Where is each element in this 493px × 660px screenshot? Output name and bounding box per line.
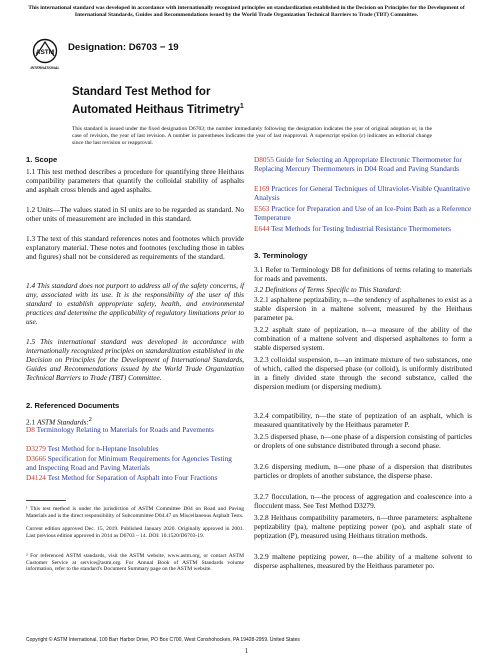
top-notice: This international standard was developed in accordance with internationally recognized principles on standardization established in the Decision on Principles for the Development of International Standards, Guides and Recommendations issued by the World Trade Organization Technical Barriers to Trade (TBT) Committee. [28, 5, 465, 18]
para-3-2-9: 3.2.9 maltene peptizing power, n—the ability of a maltene solvent to disperse asphaltenes, measured by the Heithaus parameter po. [254, 552, 472, 570]
footnote-2: ² For referenced ASTM standards, visit the ASTM website, www.astm.org, or contact ASTM Customer Service at service@astm.org. For Annual Book of ASTM Standards volume information, refer to the standard's Document Summary page on the ASTM website. [26, 553, 244, 573]
para-3-2-4: 3.2.4 compatibility, n—the state of peptization of an asphalt, which is measured quantitatively by the Heithaus parameter P. [254, 411, 472, 429]
para-3-2-8: 3.2.8 Heithaus compatibility parameters, n—three parameters: asphaltene peptizability (pa), maltene peptizing power (po), and asphalt state of peptization (P), measured using Heithaus titration methods. [254, 513, 472, 540]
ref-e563[interactable]: E563 Practice for Preparation and Use of an Ice-Point Bath as a Reference Temperature [254, 204, 472, 222]
ref-d3279[interactable]: D3279 Test Method for n-Heptane Insolubles [26, 444, 159, 453]
astm-logo-icon [30, 38, 60, 72]
para-1-4: 1.4 This standard does not purport to address all of the safety concerns, if any, associated with its use. It is the responsibility of the user of this standard to establish appropriate safety, health, and environmental practices and determine the applicability of regulatory limitations prior to use. [26, 281, 244, 326]
para-3-2-5: 3.2.5 dispersed phase, n—one phase of a dispersion consisting of particles or droplets of one substance distributed through a second phase. [254, 432, 472, 450]
title-footnote-marker: 1 [239, 102, 244, 110]
page-number: 1 [244, 647, 249, 655]
para-1-2: 1.2 Units—The values stated in SI units are to be regarded as standard. No other units of measurement are included in this standard. [26, 205, 244, 223]
ref-d8[interactable]: D8 Terminology Relating to Materials for Roads and Pavements [26, 425, 214, 434]
astm-standards-label: ASTM Standards: [36, 417, 89, 427]
section-referenced-documents-heading: 2. Referenced Documents [26, 401, 120, 410]
section-terminology-heading: 3. Terminology [254, 251, 308, 260]
para-2-1: 2.1 ASTM Standards:$^2$ [26, 417, 92, 427]
svg-text:ASTM: ASTM [35, 49, 55, 56]
para-3-2-7: 3.2.7 flocculation, n—the process of aggregation and coalescence into a flocculent mass. See Test Method D3279. [254, 492, 472, 510]
footnote-divider [26, 500, 66, 501]
para-1-3: 1.3 The text of this standard references notes and footnotes which provide explanatory material. These notes and footnotes (excluding those in tables and figures) shall not be considered as requirements of the standard. [26, 234, 244, 261]
ref-d4124[interactable]: D4124 Test Method for Separation of Asphalt into Four Fractions [26, 473, 218, 482]
footnote-1: ¹ This test method is under the jurisdiction of ASTM Committee D04 on Road and Paving Materials and is the direct responsibility of Subcommittee D04.47 on Miscellaneous Asphalt Tests. [26, 506, 244, 519]
footnote-1-edition: Current edition approved Dec. 15, 2019. Published January 2020. Originally approved in 2001. Last previous edition approved in 2014 as D6703 – 14. DOI: 10.1520/D6703-19. [26, 526, 244, 539]
para-3-2-2: 3.2.2 asphalt state of peptization, n—a measure of the ability of the combination of a maltene solvent and dispersed asphaltenes to form a stable dispersed system. [254, 325, 472, 352]
para-1-1: 1.1 This test method describes a procedure for quantifying three Heithaus compatibility parameters that quantify the colloidal stability of asphalts and asphalt cross blends and aged asphalts. [26, 167, 244, 194]
ref-d3666[interactable]: D3666 Specification for Minimum Requirements for Agencies Testing and Inspecting Road and Paving Materials [26, 454, 232, 472]
issued-note: This standard is issued under the fixed designation D6703; the number immediately following the designation indicates the year of original adoption or, in the case of revision, the year of last revision. A number in parentheses indicates the year of last reapproval. A superscript epsilon (ε) indicates an editorial change since the last revision or reapproval. [72, 126, 432, 146]
page-title [72, 86, 432, 117]
title-line-1: Standard Test Method for [72, 86, 211, 98]
para-3-1: 3.1 Refer to Terminology D8 for definitions of terms relating to materials for roads and pavements. [254, 265, 472, 283]
title-line-2: Automated Heithaus Titrimetry [72, 103, 240, 116]
logo-text: INTERNATIONAL [30, 66, 60, 70]
ref-d8055[interactable]: D8055 Guide for Selecting an Appropriate Electronic Thermometer for Replacing Mercury Thermometers in D04 Road and Paving Standards [254, 155, 462, 173]
designation: Designation: D6703 − 19 [68, 42, 179, 53]
para-3-2-6: 3.2.6 dispersing medium, n—one phase of a dispersion that distributes particles or droplets of another substance, the disperse phase. [254, 462, 472, 480]
copyright-footer: Copyright © ASTM International, 100 Barr Harbor Drive, PO Box C700, West Conshohocken, PA 19428-2959. United States [26, 637, 300, 643]
section-scope-heading: 1. Scope [26, 155, 58, 164]
para-1-5: 1.5 This international standard was developed in accordance with internationally recognized principles on standardization established in the Decision on Principles for the Development of International Standards, Guides and Recommendations issued by the World Trade Organization Technical Barriers to Trade (TBT) Committee. [26, 337, 244, 382]
para-3-2: 3.2 Definitions of Terms Specific to This Standard: [254, 285, 402, 294]
ref-e169[interactable]: E169 Practices for General Techniques of Ultraviolet-Visible Quantitative Analysis [254, 184, 470, 202]
para-3-2-3: 3.2.3 colloidal suspension, n—an intimate mixture of two substances, one of which, called the dispersed phase (or colloid), is uniformly distributed in a finely divided state through the second substance, called the dispersion medium (or dispersing medium). [254, 355, 472, 391]
para-3-2-1: 3.2.1 asphaltene peptizability, n—the tendency of asphaltenes to exist as a stable dispersion in a maltene solvent, measured by the Heithaus parameter pa. [254, 295, 472, 322]
ref-e644[interactable]: E644 Test Methods for Testing Industrial Resistance Thermometers [254, 224, 451, 233]
